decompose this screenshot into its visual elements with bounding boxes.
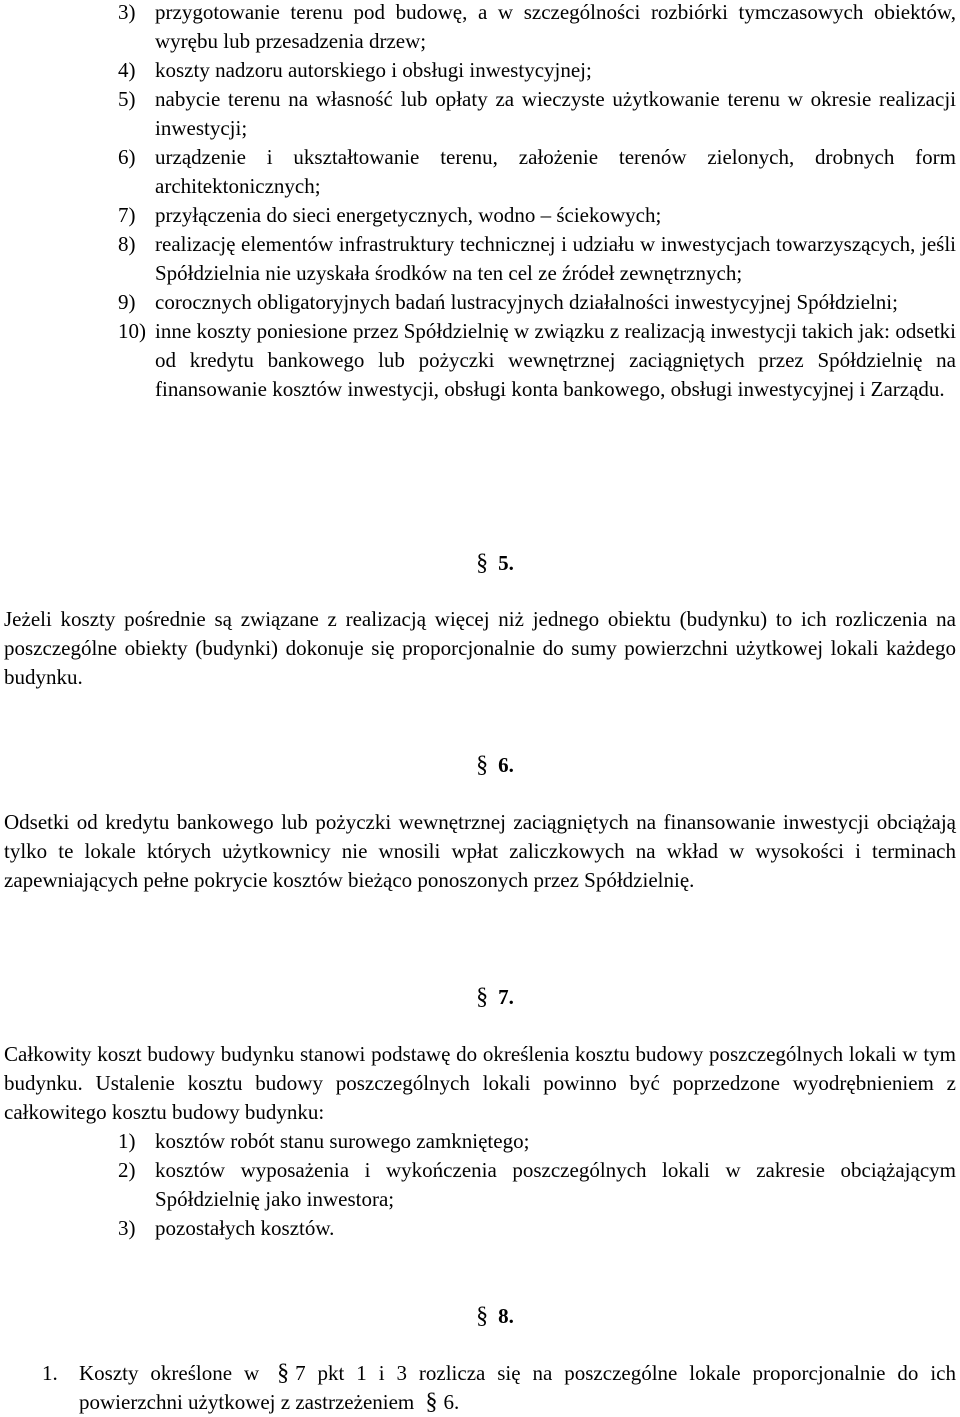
list-item-number: 5) (118, 87, 136, 111)
list-item (118, 1156, 956, 1214)
list-item-number: 9) (118, 290, 136, 314)
list-item-text: 7 pkt 1 i 3 rozlicza się na poszczególne lokale proporcjonalnie do ich powierzchni użytkowej z zastrzeżeniem (79, 1361, 956, 1414)
section-sign-icon: § (277, 1360, 290, 1386)
paragraph-5 (4, 605, 956, 692)
paragraph-7 (4, 1040, 956, 1127)
section-number: 8. (498, 1304, 514, 1328)
list-item-text: realizację elementów infrastruktury technicznej i udziału w inwestycjach towarzyszących, jeśli Spółdzielnia nie uzyskała środków na ten cel ze źródeł zewnętrznych; (155, 232, 956, 285)
list-item-text: 6. (443, 1390, 460, 1414)
section-sign-icon: § (476, 550, 489, 576)
section-heading-5 (0, 549, 960, 578)
paragraph-text: Całkowity koszt budowy budynku stanowi podstawę do określenia kosztu budowy poszczególnych lokali w tym budynku. Ustalenie kosztu budowy poszczególnych lokali powinno być poprzedzone wyodrębnieniem z całkowitego kosztu budowy budynku: (4, 1042, 956, 1124)
list-item (118, 0, 956, 56)
list-item-text: nabycie terenu na własność lub opłaty za wieczyste użytkowanie terenu w okresie realizacji inwestycji; (155, 87, 956, 140)
list-item-text: kosztów wyposażenia i wykończenia poszczególnych lokali w zakresie obciążającym Spółdzielnię jako inwestora; (155, 1158, 956, 1211)
list-item (118, 1214, 956, 1243)
cost-list (118, 0, 956, 404)
list-item-text: Koszty określone w (79, 1361, 260, 1385)
list-item-number: 10) (118, 319, 146, 343)
paragraph-6 (4, 808, 956, 895)
list-item-text: koszty nadzoru autorskiego i obsługi inwestycyjnej; (155, 58, 592, 82)
section-sign-icon: § (476, 752, 489, 778)
list-item (118, 288, 956, 317)
list-item (118, 1127, 956, 1156)
list-item (42, 1359, 956, 1417)
list-item (118, 85, 956, 143)
list-item-number: 3) (118, 1216, 136, 1240)
section-sign-icon: § (425, 1389, 438, 1415)
list-item-number: 6) (118, 145, 136, 169)
section-number: 7. (498, 985, 514, 1009)
section-number: 5. (498, 551, 514, 575)
section-heading-6 (0, 751, 960, 780)
section-number: 6. (498, 753, 514, 777)
list-item-text: urządzenie i ukształtowanie terenu, założenie terenów zielonych, drobnych form architektonicznych; (155, 145, 956, 198)
list-item-number: 1. (42, 1361, 58, 1385)
list-item (118, 317, 956, 404)
list-item-text: przyłączenia do sieci energetycznych, wodno – ściekowych; (155, 203, 662, 227)
list-item-number: 8) (118, 232, 136, 256)
list-item-number: 2) (118, 1158, 136, 1182)
list-item-text: przygotowanie terenu pod budowę, a w szczególności rozbiórki tymczasowych obiektów, wyrębu lub przesadzenia drzew; (155, 0, 956, 53)
list-item-text: pozostałych kosztów. (155, 1216, 335, 1240)
list-item (118, 201, 956, 230)
list-item-number: 7) (118, 203, 136, 227)
list-item (118, 56, 956, 85)
section-heading-7 (0, 983, 960, 1012)
section-heading-8 (0, 1302, 960, 1331)
numbered-list (42, 1359, 956, 1417)
list-item-number: 4) (118, 58, 136, 82)
list-item-text: corocznych obligatoryjnych badań lustracyjnych działalności inwestycyjnej Spółdzielni; (155, 290, 898, 314)
list-item-text: inne koszty poniesione przez Spółdzielnię w związku z realizacją inwestycji takich jak: odsetki od kredytu bankowego lub pożyczki wewnętrznej zaciągniętych przez Spółdzielnię na finansowanie kosztów inwestycji, obsługi konta bankowego, obsługi inwestycyjnej i Zarządu. (155, 319, 956, 401)
cost-breakdown-list (118, 1127, 956, 1243)
section-sign-icon: § (476, 1303, 489, 1329)
list-item (118, 143, 956, 201)
list-item-number: 3) (118, 0, 136, 24)
list-item (118, 230, 956, 288)
list-item-number: 1) (118, 1129, 136, 1153)
section-sign-icon: § (476, 984, 489, 1010)
list-item-text: kosztów robót stanu surowego zamkniętego; (155, 1129, 530, 1153)
paragraph-text: Odsetki od kredytu bankowego lub pożyczki wewnętrznej zaciągniętych na finansowanie inwestycji obciążają tylko te lokale których użytkownicy nie wnosili wpłat zaliczkowych na wkład w wysokości i terminach zapewniających pełne pokrycie kosztów bieżąco ponoszonych przez Spółdzielnię. (4, 810, 956, 892)
paragraph-text: Jeżeli koszty pośrednie są związane z realizacją więcej niż jednego obiektu (budynku) to ich rozliczenia na poszczególne obiekty (budynki) dokonuje się proporcjonalnie do sumy powierzchni użytkowej lokali każdego budynku. (4, 607, 956, 689)
